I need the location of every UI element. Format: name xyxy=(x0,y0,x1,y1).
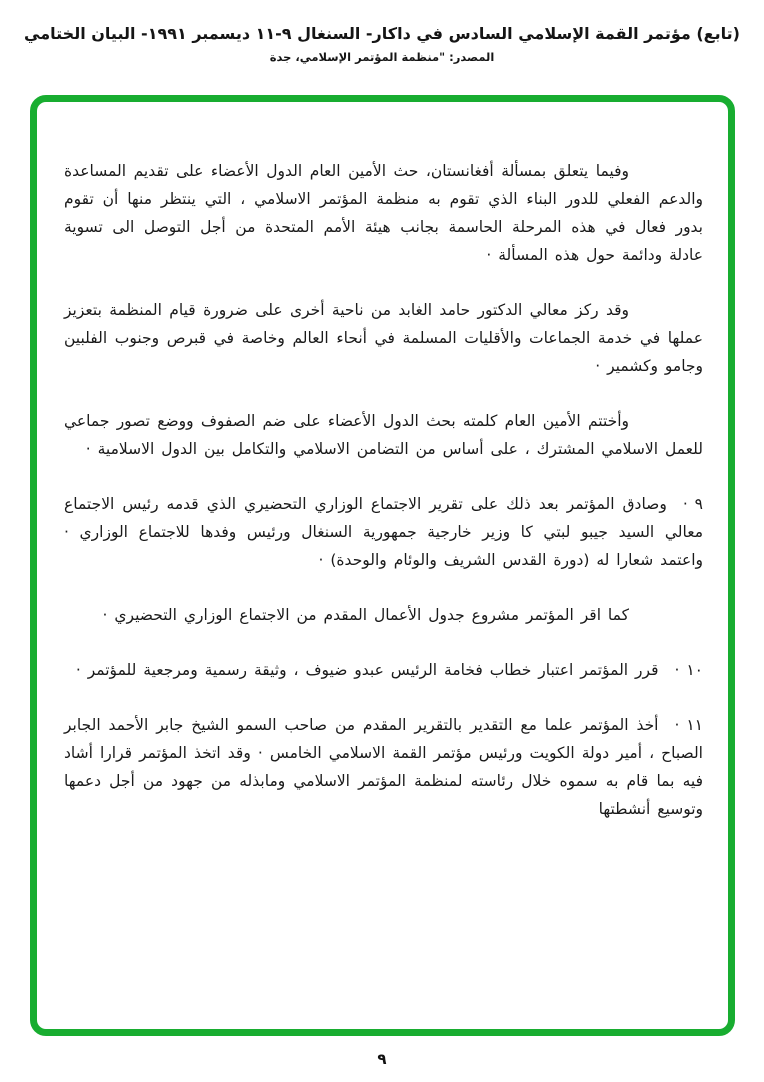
paragraph-text: وفيما يتعلق بمسألة أفغانستان، حث الأمين العام الدول الأعضاء على تقديم المساعدة والدعم الفعلي للدور البناء الذي تقوم به منظمة المؤتمر الاسلامي ، التي ينتظر منها أن تقوم بدور فعال في هذه المرحلة الحاسمة بجانب هيئة الأمم المتحدة من أجل التوصل الى تسوية عادلة ودائمة حول هذه المسألة · xyxy=(64,162,703,264)
paragraph-text: وقد ركز معالي الدكتور حامد الغابد من ناحية أخرى على ضرورة قيام المنظمة بتعزيز عملها في خدمة الجماعات والأقليات المسلمة في أنحاء العالم وخاصة في قبرص وجنوب الفلبين وجامو وكشمير · xyxy=(64,301,703,375)
paragraph-text: كما اقر المؤتمر مشروع جدول الأعمال المقدم من الاجتماع الوزاري التحضيري · xyxy=(102,606,629,624)
paragraph-text: وصادق المؤتمر بعد ذلك على تقرير الاجتماع الوزاري التحضيري الذي قدمه رئيس الاجتماع معالي السيد جيبو لبتي كا وزير خارجية جمهورية السنغال ورئيس وفدها للاجتماع الوزاري · واعتمد شعارا له (دورة القدس الشريف والوئام والوحدة) · xyxy=(64,495,703,569)
document-body xyxy=(64,157,703,850)
item-number: ٩ · xyxy=(682,495,703,513)
item-number: ١٠ · xyxy=(674,661,703,679)
paragraph xyxy=(64,711,703,823)
green-frame xyxy=(30,95,735,1036)
page-number: ٩ xyxy=(377,1050,387,1068)
paragraph xyxy=(64,656,703,684)
paragraph xyxy=(64,490,703,574)
paragraph xyxy=(64,296,703,380)
paragraph-text: أخذ المؤتمر علما مع التقدير بالتقرير المقدم من صاحب السمو الشيخ جابر الأحمد الجابر الصباح ، أمير دولة الكويت ورئيس مؤتمر القمة الاسلامي الخامس · وقد اتخذ المؤتمر قرارا أشاد فيه بما قام به سموه خلال رئاسته لمنظمة المؤتمر الاسلامي ومابذله من جهود من أجل دعمها وتوسيع أنشطتها xyxy=(64,716,703,818)
paragraph xyxy=(64,157,703,269)
document-header xyxy=(0,24,764,64)
paragraph xyxy=(64,601,703,629)
paragraph xyxy=(64,407,703,463)
document-title: (تابع) مؤتمر القمة الإسلامي السادس في داكار- السنغال ٩-١١ ديسمبر ١٩٩١- البيان الختامي xyxy=(24,24,740,43)
item-number: ١١ · xyxy=(674,716,703,734)
paragraph-text: قرر المؤتمر اعتبار خطاب فخامة الرئيس عبدو ضيوف ، وثيقة رسمية ومرجعية للمؤتمر · xyxy=(75,661,659,679)
paragraph-text: وأختتم الأمين العام كلمته بحث الدول الأعضاء على ضم الصفوف ووضع تصور جماعي للعمل الاسلامي المشترك ، على أساس من التضامن الاسلامي والتكامل بين الدول الاسلامية · xyxy=(64,412,703,458)
document-source-line: المصدر: "منظمة المؤتمر الإسلامي، جدة xyxy=(269,50,495,64)
